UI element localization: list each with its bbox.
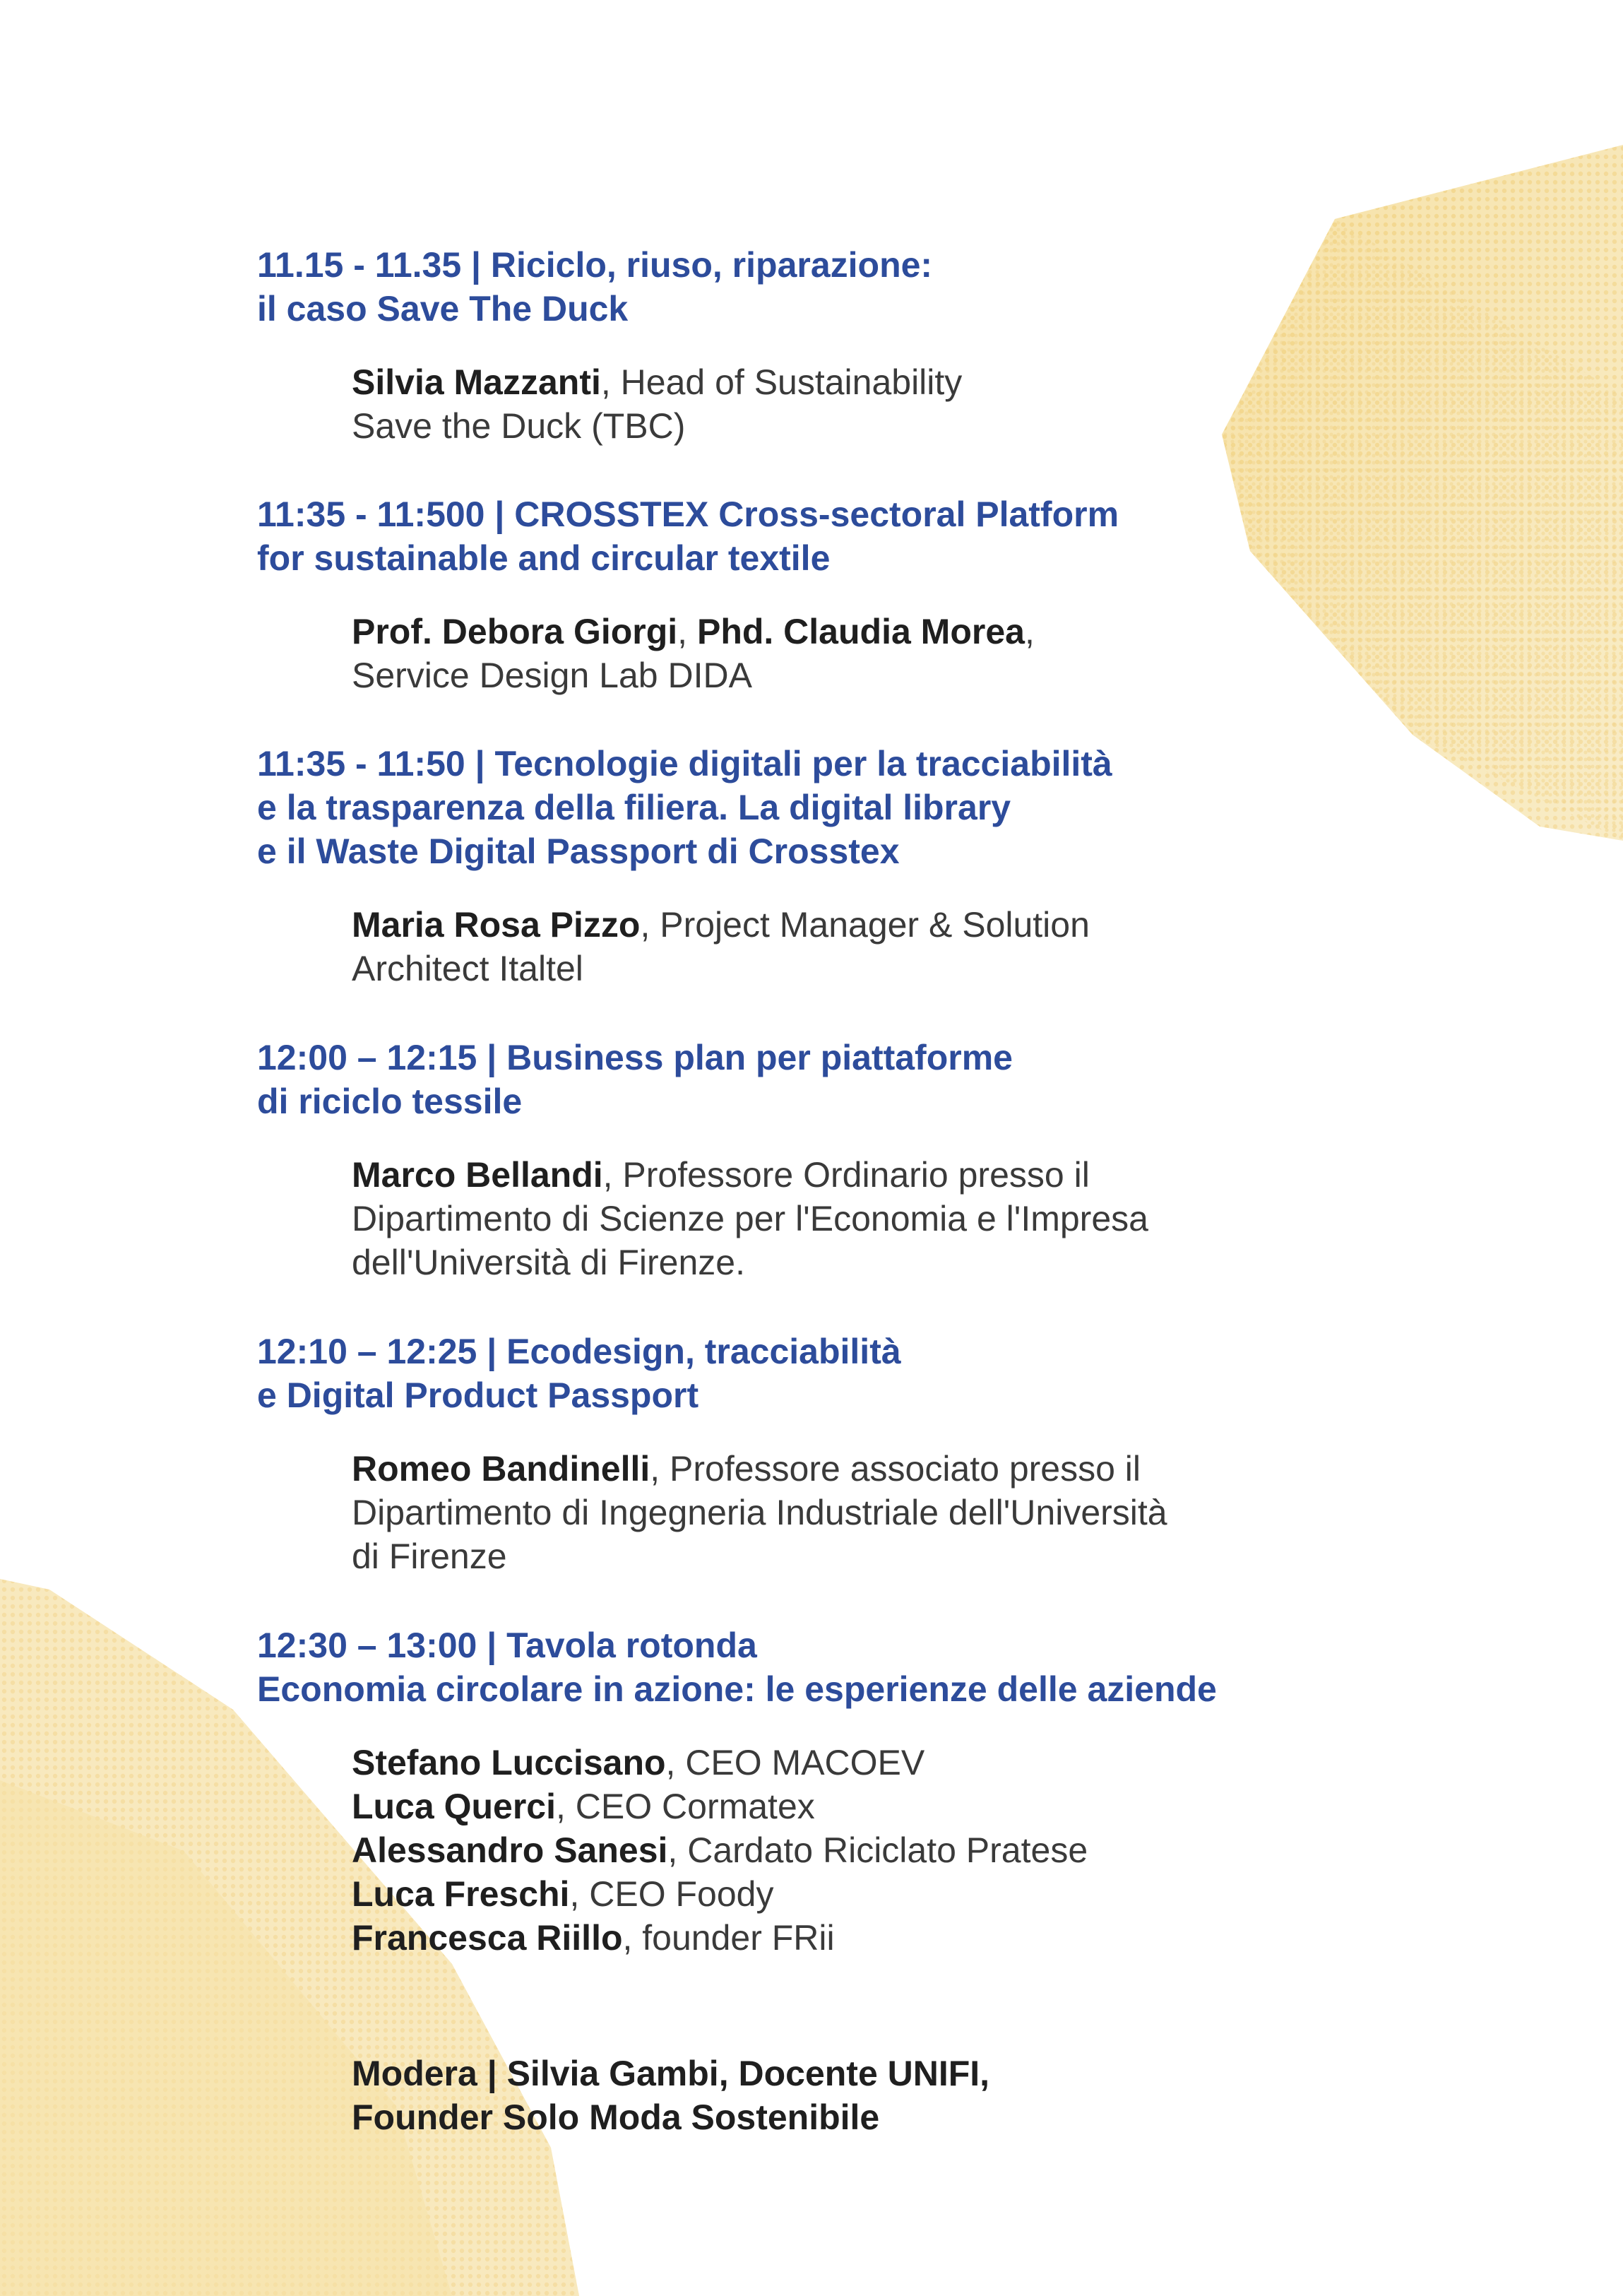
speaker-line bbox=[352, 1153, 1528, 1197]
speaker-list bbox=[352, 903, 1528, 990]
session-title-line: 12:10 – 12:25 | Ecodesign, tracciabilità bbox=[257, 1332, 901, 1371]
speaker-role: Service Design Lab DIDA bbox=[352, 656, 752, 695]
speaker-line bbox=[352, 1491, 1528, 1534]
speaker-role: , founder FRii bbox=[622, 1918, 835, 1958]
speaker-role: , Professore associato presso il bbox=[650, 1449, 1141, 1489]
session-title-line: 11.15 - 11.35 | Riciclo, riuso, riparazione: bbox=[257, 245, 933, 285]
speaker-role: , CEO Cormatex bbox=[556, 1787, 815, 1826]
speaker-role: , CEO Foody bbox=[569, 1874, 774, 1914]
speaker-line bbox=[352, 653, 1528, 697]
session-title bbox=[257, 1623, 1528, 1711]
session-title-line: 11:35 - 11:50 | Tecnologie digitali per la tracciabilità bbox=[257, 744, 1112, 783]
speaker-line bbox=[352, 1447, 1528, 1491]
speaker-list bbox=[352, 1447, 1528, 1578]
speaker-name: Alessandro Sanesi bbox=[352, 1830, 668, 1870]
speaker-list bbox=[352, 1741, 1528, 1960]
speaker-name: Phd. Claudia Morea bbox=[696, 612, 1025, 651]
speaker-role: di Firenze bbox=[352, 1537, 507, 1576]
speaker-line bbox=[352, 1872, 1528, 1916]
speaker-line bbox=[352, 404, 1528, 448]
session-4 bbox=[257, 1036, 1528, 1284]
session-title bbox=[257, 243, 1528, 331]
session-title-line: 12:00 – 12:15 | Business plan per piattaforme bbox=[257, 1038, 1013, 1077]
speaker-role: Dipartimento di Scienze per l'Economia e l'Impresa bbox=[352, 1199, 1148, 1238]
session-title-line: di riciclo tessile bbox=[257, 1082, 523, 1121]
speaker-line bbox=[352, 1785, 1528, 1828]
speaker-name: Stefano Luccisano bbox=[352, 1743, 666, 1782]
speaker-name: Marco Bellandi bbox=[352, 1155, 603, 1195]
speaker-line bbox=[352, 903, 1528, 947]
speaker-line bbox=[352, 1534, 1528, 1578]
session-title bbox=[257, 742, 1528, 873]
session-title bbox=[257, 492, 1528, 580]
session-2 bbox=[257, 492, 1528, 697]
session-title-line: e il Waste Digital Passport di Crosstex bbox=[257, 832, 900, 871]
speaker-name: Silvia Mazzanti bbox=[352, 362, 601, 402]
speaker-role: , Project Manager & Solution bbox=[640, 905, 1090, 945]
speaker-line bbox=[352, 1741, 1528, 1785]
speaker-name: Prof. Debora Giorgi bbox=[352, 612, 678, 651]
speaker-role: , Cardato Riciclato Pratese bbox=[667, 1830, 1088, 1870]
speaker-line bbox=[352, 947, 1528, 990]
session-title-line: Economia circolare in azione: le esperienze delle aziende bbox=[257, 1669, 1217, 1709]
speaker-role: Architect Italtel bbox=[352, 949, 583, 988]
speaker-role: , bbox=[677, 612, 697, 651]
speaker-line bbox=[352, 1241, 1528, 1284]
speaker-name: Maria Rosa Pizzo bbox=[352, 905, 641, 945]
speaker-line bbox=[352, 1916, 1528, 1960]
session-title-line: 11:35 - 11:500 | CROSSTEX Cross-sectoral Platform bbox=[257, 495, 1119, 534]
speaker-name: Luca Querci bbox=[352, 1787, 556, 1826]
speaker-name: Francesca Riillo bbox=[352, 1918, 623, 1958]
session-title-line: 12:30 – 13:00 | Tavola rotonda bbox=[257, 1626, 757, 1665]
speaker-role: dell'Università di Firenze. bbox=[352, 1243, 745, 1282]
speaker-role: , Head of Sustainability bbox=[600, 362, 963, 402]
speaker-list bbox=[352, 610, 1528, 697]
session-3 bbox=[257, 742, 1528, 990]
speaker-role: , bbox=[1024, 612, 1035, 651]
speaker-list bbox=[352, 1153, 1528, 1284]
session-title-line: il caso Save The Duck bbox=[257, 289, 629, 329]
session-title-line: e Digital Product Passport bbox=[257, 1375, 699, 1415]
moderator bbox=[352, 2052, 989, 2139]
session-title bbox=[257, 1330, 1528, 1417]
session-title bbox=[257, 1036, 1528, 1123]
session-title-line: for sustainable and circular textile bbox=[257, 538, 831, 578]
speaker-line bbox=[352, 1828, 1528, 1872]
session-5 bbox=[257, 1330, 1528, 1578]
speaker-role: Dipartimento di Ingegneria Industriale dell'Università bbox=[352, 1493, 1167, 1532]
speaker-name: Romeo Bandinelli bbox=[352, 1449, 650, 1489]
speaker-role: , Professore Ordinario presso il bbox=[602, 1155, 1090, 1195]
speaker-name: Luca Freschi bbox=[352, 1874, 570, 1914]
speaker-line bbox=[352, 610, 1528, 653]
session-title-line: e la trasparenza della filiera. La digital library bbox=[257, 788, 1011, 827]
session-1 bbox=[257, 243, 1528, 448]
moderator-line: Modera | Silvia Gambi, Docente UNIFI, bbox=[352, 2054, 990, 2093]
speaker-line bbox=[352, 360, 1528, 404]
speaker-role: Save the Duck (TBC) bbox=[352, 406, 686, 446]
speaker-list bbox=[352, 360, 1528, 448]
speaker-role: , CEO MACOEV bbox=[665, 1743, 925, 1782]
moderator-line: Founder Solo Moda Sostenibile bbox=[352, 2097, 880, 2137]
session-6 bbox=[257, 1623, 1528, 1960]
speaker-line bbox=[352, 1197, 1528, 1241]
